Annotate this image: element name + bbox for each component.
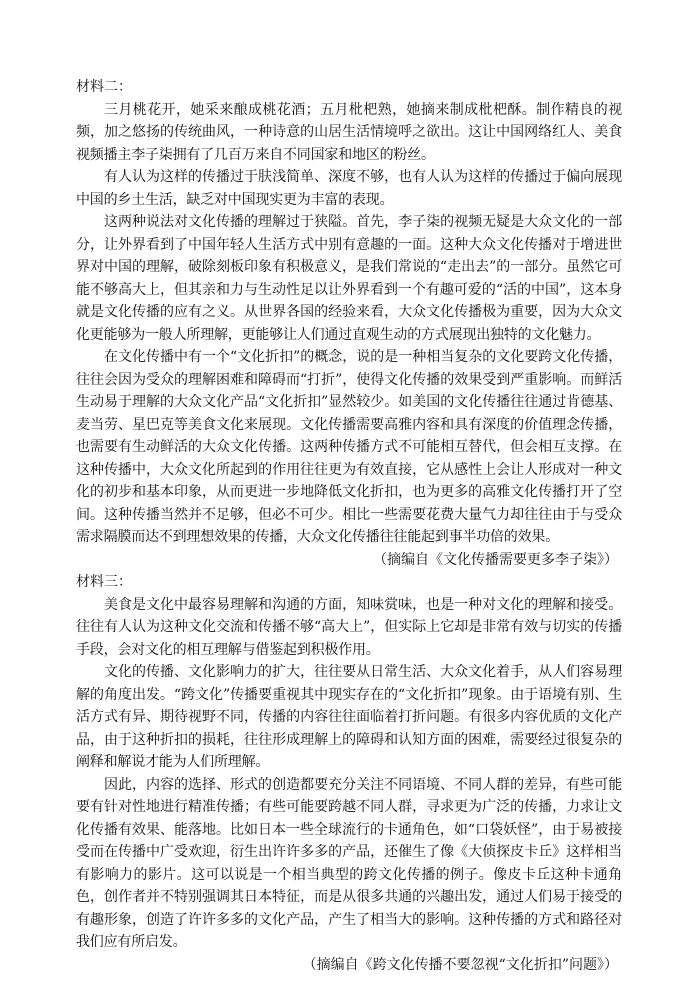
material-three-section <box>76 571 622 976</box>
material-three-title: 材料三： <box>76 574 132 590</box>
material-two-section <box>76 76 622 571</box>
material-two-paragraph-3: 这两种说法对文化传播的理解过于狭隘。首先，李子柒的视频无疑是大众文化的一部分，让外界看到了中国年轻人生活方式中别有意趣的一面。这种大众文化传播对于增进世界对中国的理解，破除刻板印象有积极意义，是我们常说的“走出去”的一部分。虽然它可能不够高大上，但其亲和力与生动性足以让外界看到一个有趣可爱的“活的中国”，这本身就是文化传播的应有之义。从世界各国的经验来看，大众文化传播极为重要，因为大众文化更能够为一般人所理解，更能够让人们通过直观生动的方式展现出独特的文化魅力。 <box>76 214 622 343</box>
material-two-source: （摘编自《文化传播需要更多李子柒》） <box>373 551 618 568</box>
material-three-source: （摘编自《跨文化传播不要忽视“文化折扣”问题》） <box>302 956 618 973</box>
material-three-paragraph-3: 因此，内容的选择、形式的创造都要充分关注不同语境、不同人群的差异，有些可能要有针对性地进行精准传播；有些可能要跨越不同人群，寻求更为广泛的传播，力求让文化传播有效果、能落地。比如日本一些全球流行的卡通角色，如“口袋妖怪”，由于易被接受而在传播中广受欢迎，衍生出许许多多的产品，还催生了像《大侦探皮卡丘》这样相当有影响力的影片。这可以说是一个相当典型的跨文化传播的例子。像皮卡丘这种卡通角色，创作者并不特别强调其日本特征，而是从很多共通的兴趣出发，通过人们易于接受的有趣形象，创造了许许多多的文化产品，产生了相当大的影响。这种传播的方式和路径对我们应有所启发。 <box>76 776 622 950</box>
material-three-paragraph-1: 美食是文化中最容易理解和沟通的方面，知味赏味，也是一种对文化的理解和接受。往往有人认为这种文化交流和传播不够“高大上”，但实际上它却是非常有效与切实的传播手段，会对文化的相互理解与借鉴起到积极作用。 <box>76 596 622 658</box>
material-two-paragraph-1: 三月桃花开，她采来酿成桃花酒；五月枇杷熟，她摘来制成枇杷酥。制作精良的视频，加之悠扬的传统曲风，一种诗意的山居生活情境呼之欲出。这让中国网络红人、美食视频播主李子柒拥有了几百万来自不同国家和地区的粉丝。 <box>76 101 622 163</box>
material-three-paragraph-2: 文化的传播、文化影响力的扩大，往往要从日常生活、大众文化着手，从人们容易理解的角度出发。“跨文化”传播要重视其中现实存在的“文化折扣”现象。由于语境有别、生活方式有异、期待视野不同，传播的内容往往面临着打折问题。有很多内容优质的文化产品，由于这种折扣的损耗，往往形成理解上的障碍和认知方面的困难，需要经过很复杂的阐释和解说才能为人们所理解。 <box>76 664 622 770</box>
material-two-paragraph-4: 在文化传播中有一个“文化折扣”的概念，说的是一种相当复杂的文化要跨文化传播，往往会因为受众的理解困难和障碍而“打折”，使得文化传播的效果受到严重影响。而鲜活生动易于理解的大众文化产品“文化折扣”显然较少。如美国的文化传播往往通过肯德基、麦当劳、星巴克等美食文化来展现。文化传播需要高雅内容和具有深度的价值理念传播，也需要有生动鲜活的大众文化传播。这两种传播方式不可能相互替代，但会相互支撑。在这种传播中，大众文化所起到的作用往往更为有效直接，它从感性上会让人形成对一种文化的初步和基本印象，从而更进一步地降低文化折扣，也为更多的高雅文化传播打开了空间。这种传播当然并不足够，但必不可少。相比一些需要花费大量气力却往往由于与受众需求隔膜而达不到理想效果的传播，大众文化传播往往能起到事半功倍的效果。 <box>76 349 622 545</box>
material-two-title: 材料二： <box>76 79 132 95</box>
material-two-paragraph-2: 有人认为这样的传播过于肤浅简单、深度不够，也有人认为这样的传播过于偏向展现中国的乡土生活，缺乏对中国现实更为丰富的表现。 <box>76 169 622 208</box>
document-page <box>76 76 622 976</box>
